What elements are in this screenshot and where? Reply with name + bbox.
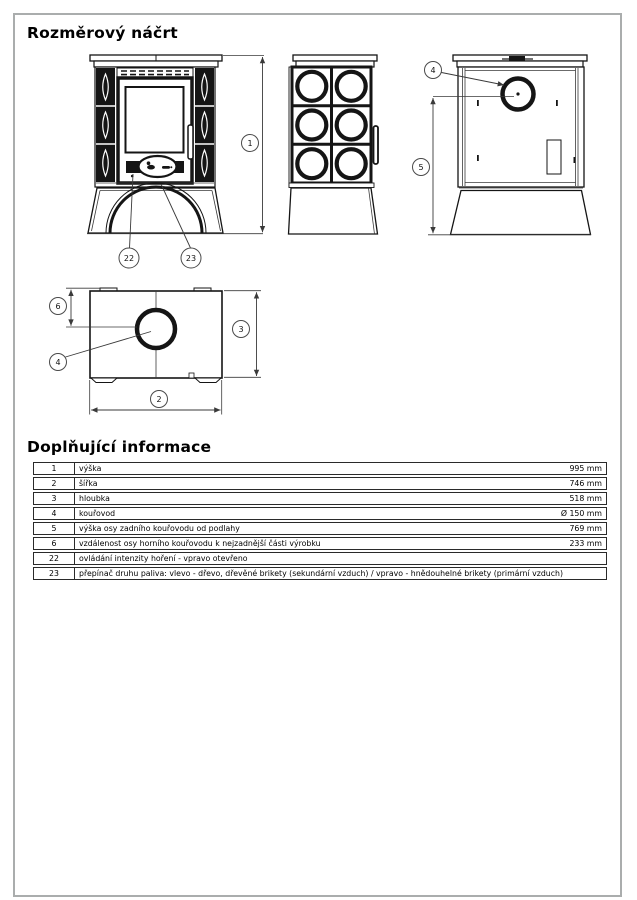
row-description: vzdálenost osy horního kouřovodu k nejzadnější části výrobku: [79, 539, 321, 548]
svg-text:4: 4: [55, 358, 61, 367]
front-right-tile-column: [195, 68, 214, 182]
callout-4-back: [425, 62, 442, 79]
callout-2: [151, 391, 168, 408]
row-description: hloubka: [79, 494, 110, 503]
callout-3: [233, 321, 250, 338]
row-value: Ø 150 mm: [560, 509, 602, 518]
table-row: [33, 552, 607, 565]
row-number: 3: [33, 492, 75, 505]
side-base: [289, 188, 378, 234]
row-value: 995 mm: [569, 464, 602, 473]
svg-text:22: 22: [123, 254, 135, 263]
table-row: [33, 537, 607, 550]
row-value: 769 mm: [569, 524, 602, 533]
row-value: 518 mm: [569, 494, 602, 503]
row-number: 1: [33, 462, 75, 475]
row-value: 746 mm: [569, 479, 602, 488]
svg-text:23: 23: [185, 254, 197, 263]
dimensional-drawings: [0, 0, 637, 440]
section-title-additional-info: Doplňující informace: [27, 438, 212, 456]
table-row: [33, 507, 607, 520]
svg-text:2: 2: [156, 395, 162, 404]
callout-6: [50, 298, 67, 315]
row-description: šířka: [79, 479, 98, 488]
row-number: 23: [33, 567, 75, 580]
front-base: [88, 183, 223, 233]
flue-outlet: [503, 79, 534, 110]
table-row: [33, 567, 607, 580]
lever-icon: [162, 166, 170, 169]
callout-23: [181, 248, 201, 268]
table-row: [33, 522, 607, 535]
flue-outlet-top: [137, 310, 175, 348]
side-door-handle: [374, 126, 379, 164]
row-description: výška osy zadního kouřovodu od podlahy: [79, 524, 240, 533]
fuel-icon: [147, 161, 151, 165]
section-title-dimensional-sketch: Rozměrový náčrt: [27, 24, 178, 42]
side-view: [289, 55, 379, 234]
row-description: přepínač druhu paliva: vlevo - dřevo, dřevěné brikety (sekundární vzduch) / vpravo - hnědouhelné brikety (primární vzduch): [79, 569, 563, 578]
svg-text:3: 3: [238, 325, 244, 334]
row-description: kouřovod: [79, 509, 116, 518]
callout-5: [413, 159, 430, 176]
row-description: ovládání intenzity hoření - vpravo otevřeno: [79, 554, 248, 563]
back-base: [451, 191, 591, 235]
door-handle: [188, 125, 193, 159]
additional-info-table: [33, 460, 607, 582]
table-row: [33, 462, 607, 475]
table-row: [33, 492, 607, 505]
row-value: 233 mm: [569, 539, 602, 548]
row-number: 4: [33, 507, 75, 520]
svg-text:4: 4: [430, 66, 436, 75]
svg-text:6: 6: [55, 302, 61, 311]
door-glass: [126, 87, 184, 153]
row-number: 2: [33, 477, 75, 490]
hinge-bracket: [509, 56, 525, 61]
row-number: 6: [33, 537, 75, 550]
back-view: [413, 55, 592, 235]
callout-4-top: [50, 354, 67, 371]
top-view: [50, 288, 262, 415]
front-left-tile-column: [96, 68, 115, 182]
stove-door: [118, 78, 193, 183]
callout-1: [242, 135, 259, 152]
front-view: [87, 55, 264, 268]
callout-22: [119, 248, 139, 268]
row-number: 5: [33, 522, 75, 535]
row-number: 22: [33, 552, 75, 565]
svg-text:5: 5: [418, 163, 424, 172]
back-plate: [547, 140, 561, 174]
row-description: výška: [79, 464, 102, 473]
svg-text:1: 1: [247, 139, 253, 148]
table-row: [33, 477, 607, 490]
